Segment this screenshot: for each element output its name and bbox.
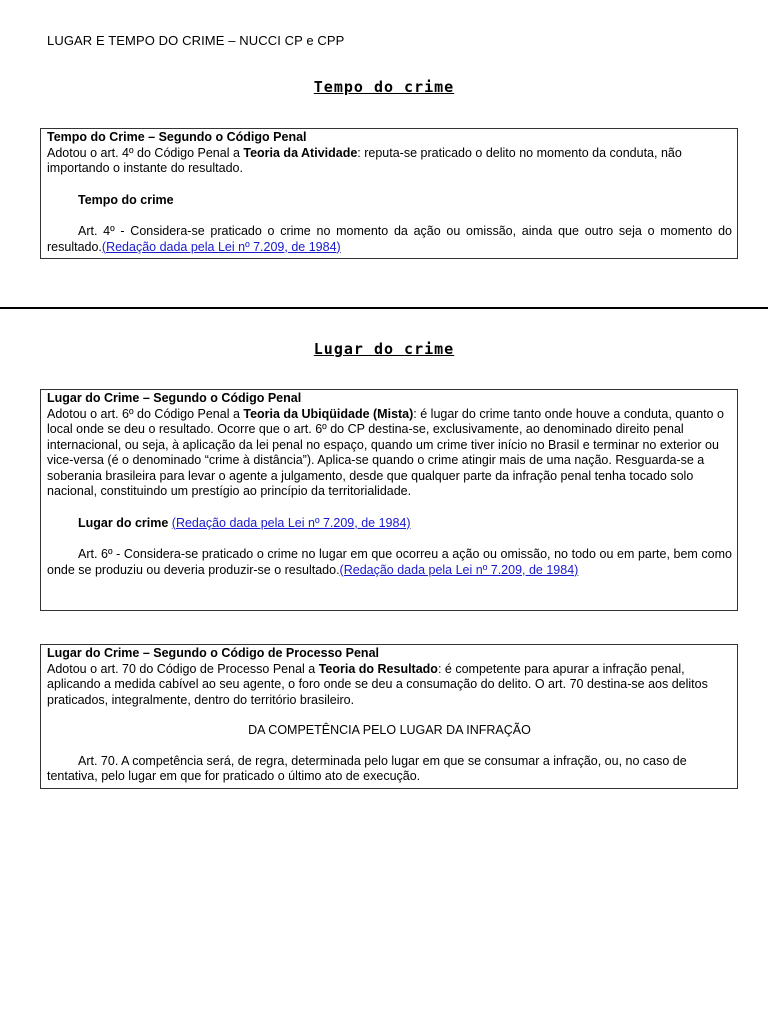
section-divider: [0, 307, 768, 309]
law-reference-link[interactable]: (Redação dada pela Lei nº 7.209, de 1984): [171, 515, 411, 530]
lugar-crime-cpp-box: [40, 644, 738, 789]
law-reference-link[interactable]: (Redação dada pela Lei nº 7.209, de 1984): [339, 562, 579, 577]
box-heading: Lugar do Crime – Segundo o Código Penal: [47, 391, 302, 405]
box-intro: Adotou o art. 6º do Código Penal a Teoria da Ubiqüidade (Mista): é lugar do crime tanto onde houve a conduta, quanto o local onde se deu o resultado. Ocorre que o art. 6º do CP destina-se, exclusivamente, ao denominado direito penal internacional, ou seja, à aplicação da lei penal no espaço, quando um crime tiver início no Brasil e terminar no exterior ou vice-versa (é o denominado “crime à distância”). Aplica-se quando o crime atingir mais de uma nação. Resguarda-se a soberania brasileira para levar o agente a julgamento, desde que qualquer parte da infração penal tenha tocado solo nacional, constituindo um prestígio ao princípio da territorialidade.: [47, 406, 724, 498]
lugar-crime-cp-box: [40, 389, 738, 611]
theory-name: Teoria da Ubiqüidade (Mista): [243, 406, 414, 421]
article-paragraph: Art. 4º - Considera-se praticado o crime no momento da ação ou omissão, ainda que outro seja o momento do resultado.(Redação dada pela Lei nº 7.209, de 1984): [47, 224, 732, 254]
box-intro: Adotou o art. 70 do Código de Processo Penal a Teoria do Resultado: é competente para apurar a infração penal, aplicando a medida cabível ao seu agente, o foro onde se deu a consumação do delito. O art. 70 destina-se aos delitos praticados, integralmente, dentro do território brasileiro.: [47, 661, 708, 707]
article-paragraph: Art. 70. A competência será, de regra, determinada pelo lugar em que se consumar a infração, ou, no caso de tentativa, pelo lugar em que for praticado o último ato de execução.: [47, 753, 687, 783]
box-subheading-line: [47, 516, 732, 532]
document-header: LUGAR E TEMPO DO CRIME – NUCCI CP e CPP: [47, 33, 345, 48]
section-title-tempo: Tempo do crime: [313, 78, 455, 96]
tempo-crime-box: [40, 128, 738, 259]
box-subheading: Tempo do crime: [78, 192, 174, 207]
theory-name: Teoria da Atividade: [243, 145, 358, 160]
article-paragraph: Art. 6º - Considera-se praticado o crime no lugar em que ocorreu a ação ou omissão, no todo ou em parte, bem como onde se produziu ou deveria produzir-se o resultado.(Redação dada pela Lei nº 7.209, de 1984): [47, 547, 732, 577]
chapter-heading: DA COMPETÊNCIA PELO LUGAR DA INFRAÇÃO: [248, 723, 531, 737]
law-reference-link[interactable]: (Redação dada pela Lei nº 7.209, de 1984): [101, 239, 341, 254]
box-heading: Tempo do Crime – Segundo o Código Penal: [47, 130, 307, 144]
box-subheading: Lugar do crime: [78, 515, 169, 530]
box-heading: Lugar do Crime – Segundo o Código de Processo Penal: [47, 646, 379, 660]
section-title-lugar: Lugar do crime: [313, 340, 455, 358]
box-intro: Adotou o art. 4º do Código Penal a Teoria da Atividade: reputa-se praticado o delito no momento da conduta, não importando o instante do resultado.: [47, 145, 682, 175]
theory-name: Teoria do Resultado: [318, 661, 438, 676]
